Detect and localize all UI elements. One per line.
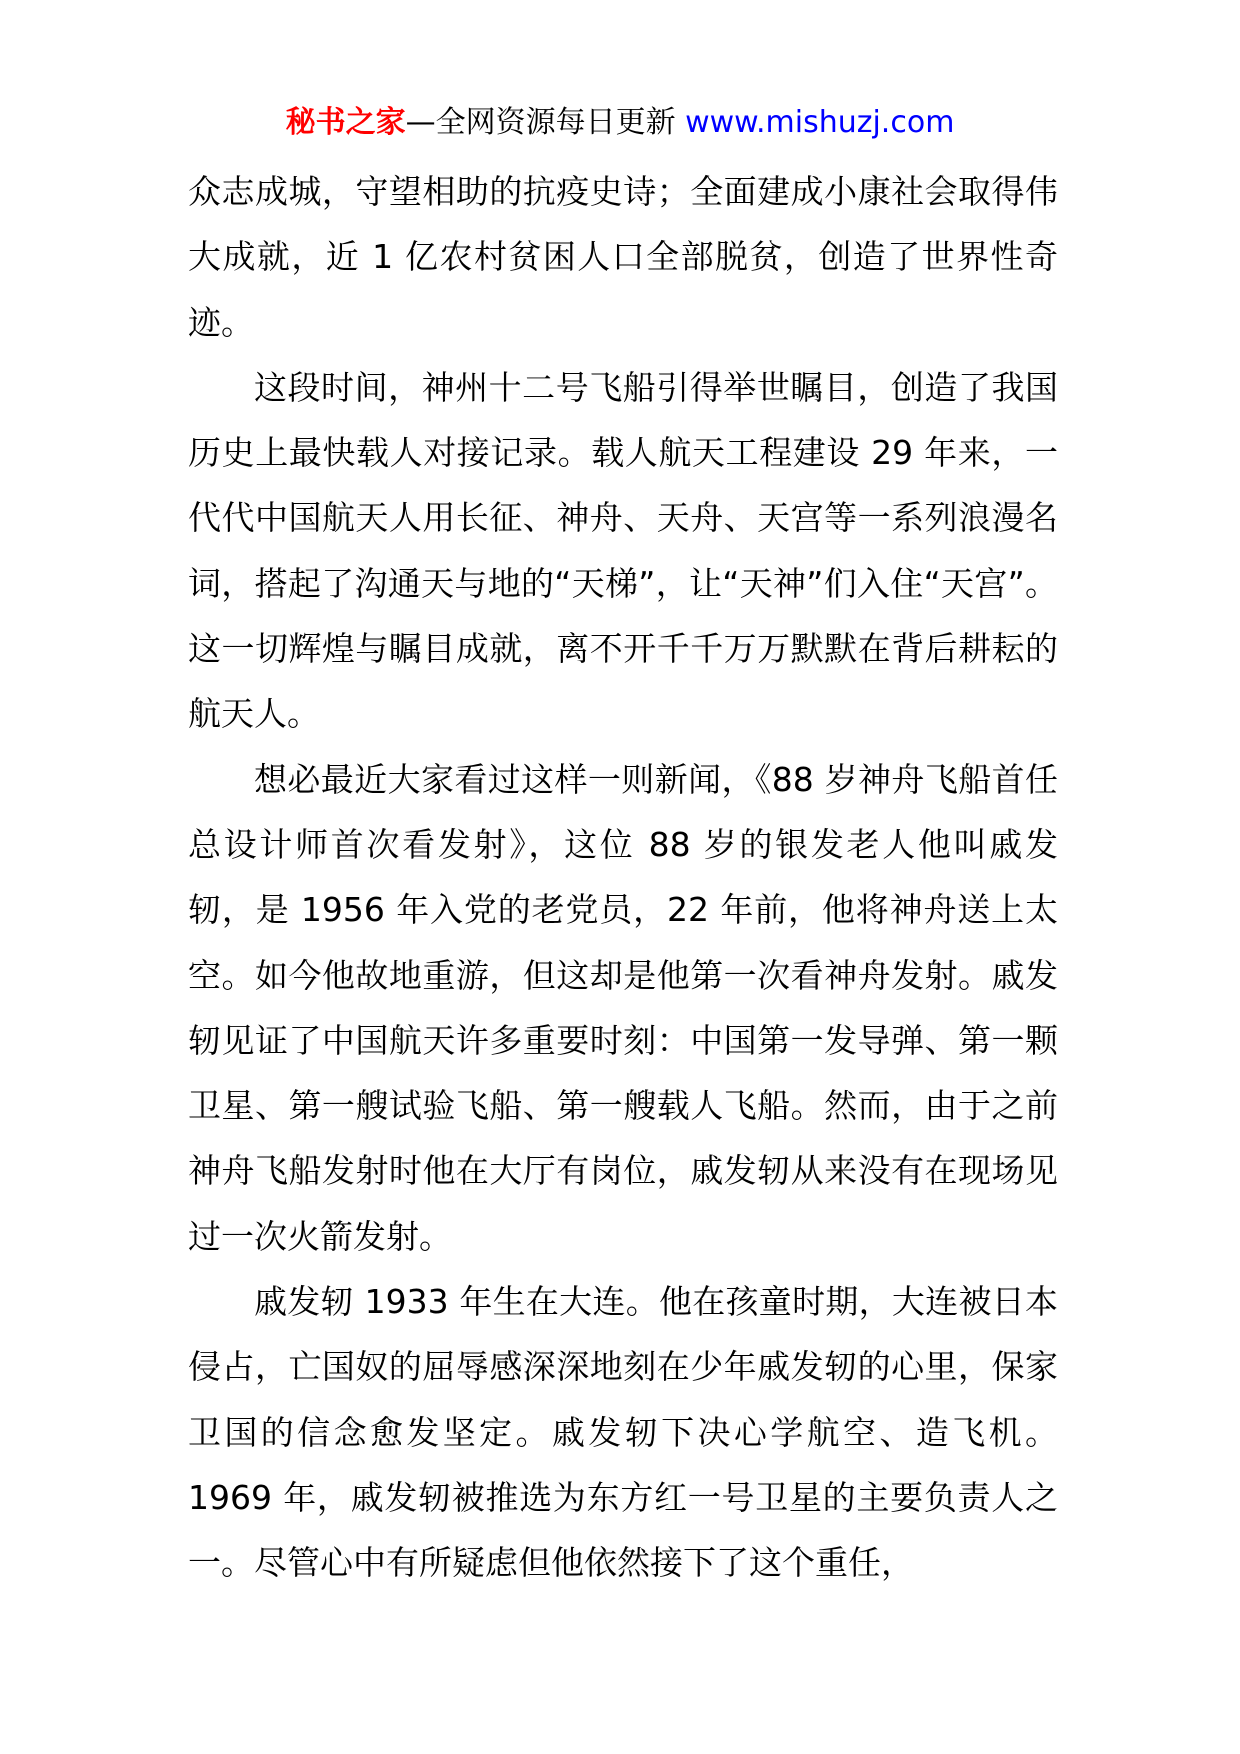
site-header [0, 103, 1240, 143]
site-tagline: —全网资源每日更新 [405, 105, 676, 140]
site-url-link[interactable]: www.mishuzj.com [675, 105, 955, 140]
site-brand: 秘书之家 [285, 105, 406, 140]
paragraph-4: 戚发轫 1933 年生在大连。他在孩童时期，大连被日本侵占，亡国奴的屈辱感深深地刻在少年戚发轫的心里，保家卫国的信念愈发坚定。戚发轫下决心学航空、造飞机。1969 年，戚发轫被推选为东方红一号卫星的主要负责人之一。尽管心中有所疑虑但他依然接下了这个重任， [188, 1282, 1058, 1583]
paragraph-1: 众志成城，守望相助的抗疫史诗；全面建成小康社会取得伟大成就，近 1 亿农村贫困人口全部脱贫，创造了世界性奇迹。 [188, 172, 1058, 342]
paragraph-3: 想必最近大家看过这样一则新闻，《88 岁神舟飞船首任总设计师首次看发射》，这位 88 岁的银发老人他叫戚发轫，是 1956 年入党的老党员，22 年前，他将神舟送上太空。如今他故地重游，但这却是他第一次看神舟发射。戚发轫见证了中国航天许多重要时刻：中国第一发导弹、第一颗卫星、第一艘试验飞船、第一艘载人飞船。然而，由于之前神舟飞船发射时他在大厅有岗位，戚发轫从来没有在现场见过一次火箭发射。 [188, 759, 1058, 1256]
document-body [188, 159, 1058, 1596]
paragraph-2: 这段时间，神州十二号飞船引得举世瞩目，创造了我国历史上最快载人对接记录。载人航天工程建设 29 年来，一代代中国航天人用长征、神舟、天舟、天宫等一系列浪漫名词，搭起了沟通天与地的“天梯”，让“天神”们入住“天宫”。这一切辉煌与瞩目成就，离不开千千万万默默在背后耕耘的航天人。 [188, 367, 1058, 734]
